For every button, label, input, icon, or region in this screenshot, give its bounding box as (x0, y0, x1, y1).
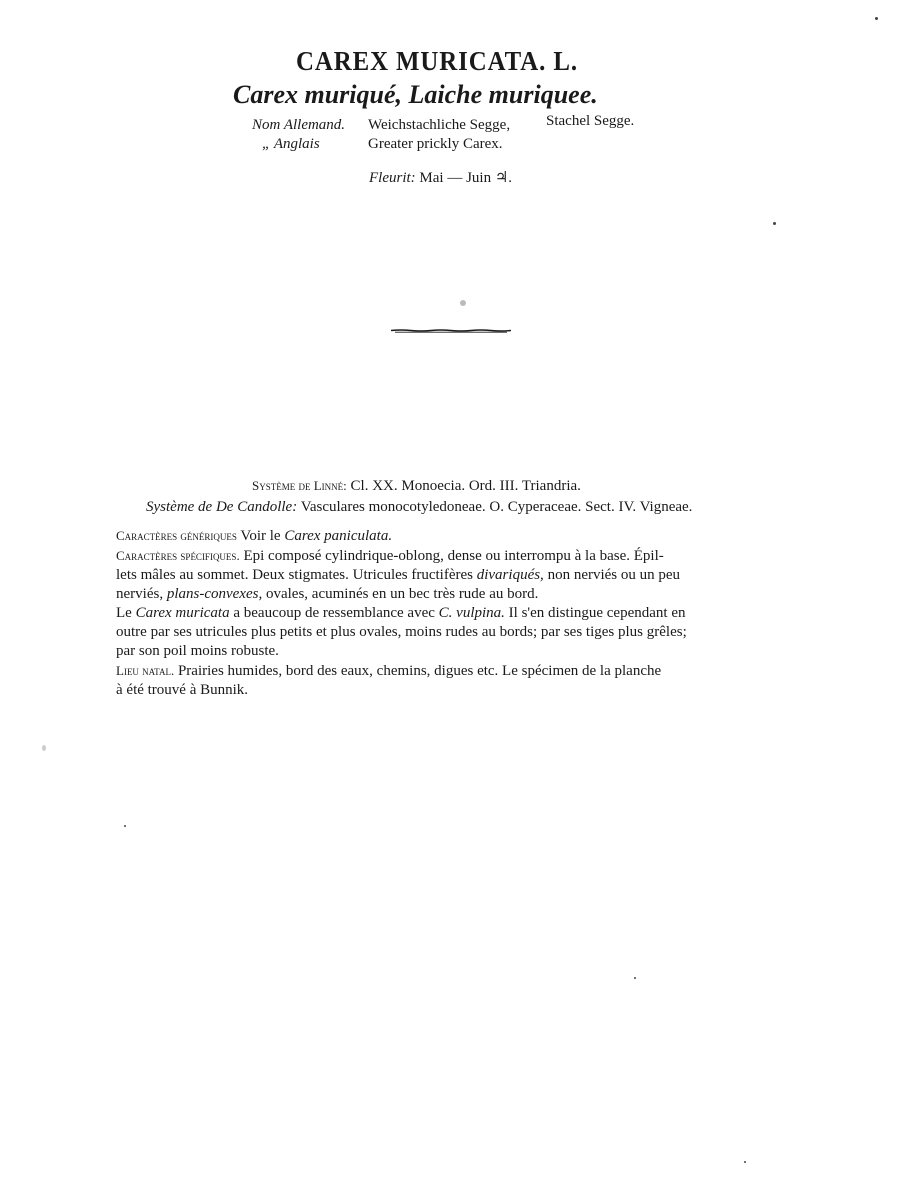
compare-text-1a: Le (116, 605, 132, 621)
compare-text-1b: Carex muricata (135, 605, 230, 621)
decandolle-system (146, 498, 846, 517)
generic-text-pre: Voir le (240, 528, 281, 544)
specific-label: Caractères spécifiques. (116, 548, 240, 563)
compare-line-3 (116, 642, 816, 661)
speck (875, 17, 878, 20)
compare-text-2: outre par ses utricules plus petits et plus ovales, moins rudes au bords; par ses tiges plus grêles; (116, 624, 687, 640)
description-body (116, 476, 816, 698)
page-subtitle: Carex muriqué, Laiche muriquee. (233, 80, 598, 109)
compare-line-2 (116, 623, 816, 642)
german-label: Nom Allemand. (252, 117, 346, 133)
ornamental-divider (391, 329, 511, 333)
speck (634, 977, 636, 979)
compare-text-1d: C. vulpina. (438, 605, 505, 621)
generic-label: Caractères génériques (116, 528, 237, 543)
page-title: CAREX MURICATA. L. (296, 46, 578, 76)
german-name: Weichstachliche Segge, (368, 117, 511, 133)
flowering-value: Mai — Juin ♃. (419, 170, 513, 186)
specific-line-1 (116, 546, 816, 566)
specific-line-2 (116, 566, 816, 585)
habitat-text-2: à été trouvé à Bunnik. (116, 682, 249, 698)
flowering-label: Fleurit: (369, 170, 416, 186)
specific-text-3a: nerviés, (116, 586, 164, 602)
specific-text-2b: divariqués, (476, 567, 544, 583)
habitat-label: Lieu natal. (116, 663, 175, 678)
linne-label: Système de Linné: (252, 478, 347, 493)
specific-text-2a: lets mâles au sommet. Deux stigmates. Utricules fructifères (116, 567, 473, 583)
english-name: Greater prickly Carex. (368, 136, 503, 152)
flowering-period (369, 168, 512, 187)
compare-line-1 (116, 604, 816, 623)
linne-system (252, 476, 899, 496)
compare-text-1e: Il s'en distingue cependant en (508, 605, 686, 621)
speck (773, 222, 776, 225)
specific-text-2c: non nerviés ou un peu (547, 567, 681, 583)
decandolle-label: Système de De Candolle: (146, 499, 298, 515)
english-label: „ Anglais (262, 136, 320, 152)
speck (744, 1161, 746, 1163)
specific-text-3c: ovales, acuminés en un bec très rude au bord. (265, 586, 539, 602)
speck (124, 825, 126, 827)
speck (42, 745, 46, 751)
speck (460, 300, 466, 306)
habitat-text-1: Prairies humides, bord des eaux, chemins, digues etc. Le spécimen de la planche (177, 663, 662, 679)
decandolle-value: Vasculares monocotyledoneae. O. Cyperaceae. Sect. IV. Vigneae. (300, 499, 693, 515)
habitat-line-1 (116, 661, 816, 681)
specific-text-1: Epi composé cylindrique-oblong, dense ou interrompu à la base. Épil- (243, 548, 664, 564)
compare-text-3: par son poil moins robuste. (116, 643, 279, 659)
habitat-line-2 (116, 681, 816, 700)
generic-characters (116, 526, 816, 546)
generic-text-italic: Carex paniculata. (284, 528, 393, 544)
german-name-alt: Stachel Segge. (546, 113, 635, 129)
specific-text-3b: plans-convexes, (166, 586, 263, 602)
specific-line-3 (116, 585, 816, 604)
linne-value: Cl. XX. Monoecia. Ord. III. Triandria. (350, 478, 581, 494)
compare-text-1c: a beaucoup de ressemblance avec (233, 605, 435, 621)
